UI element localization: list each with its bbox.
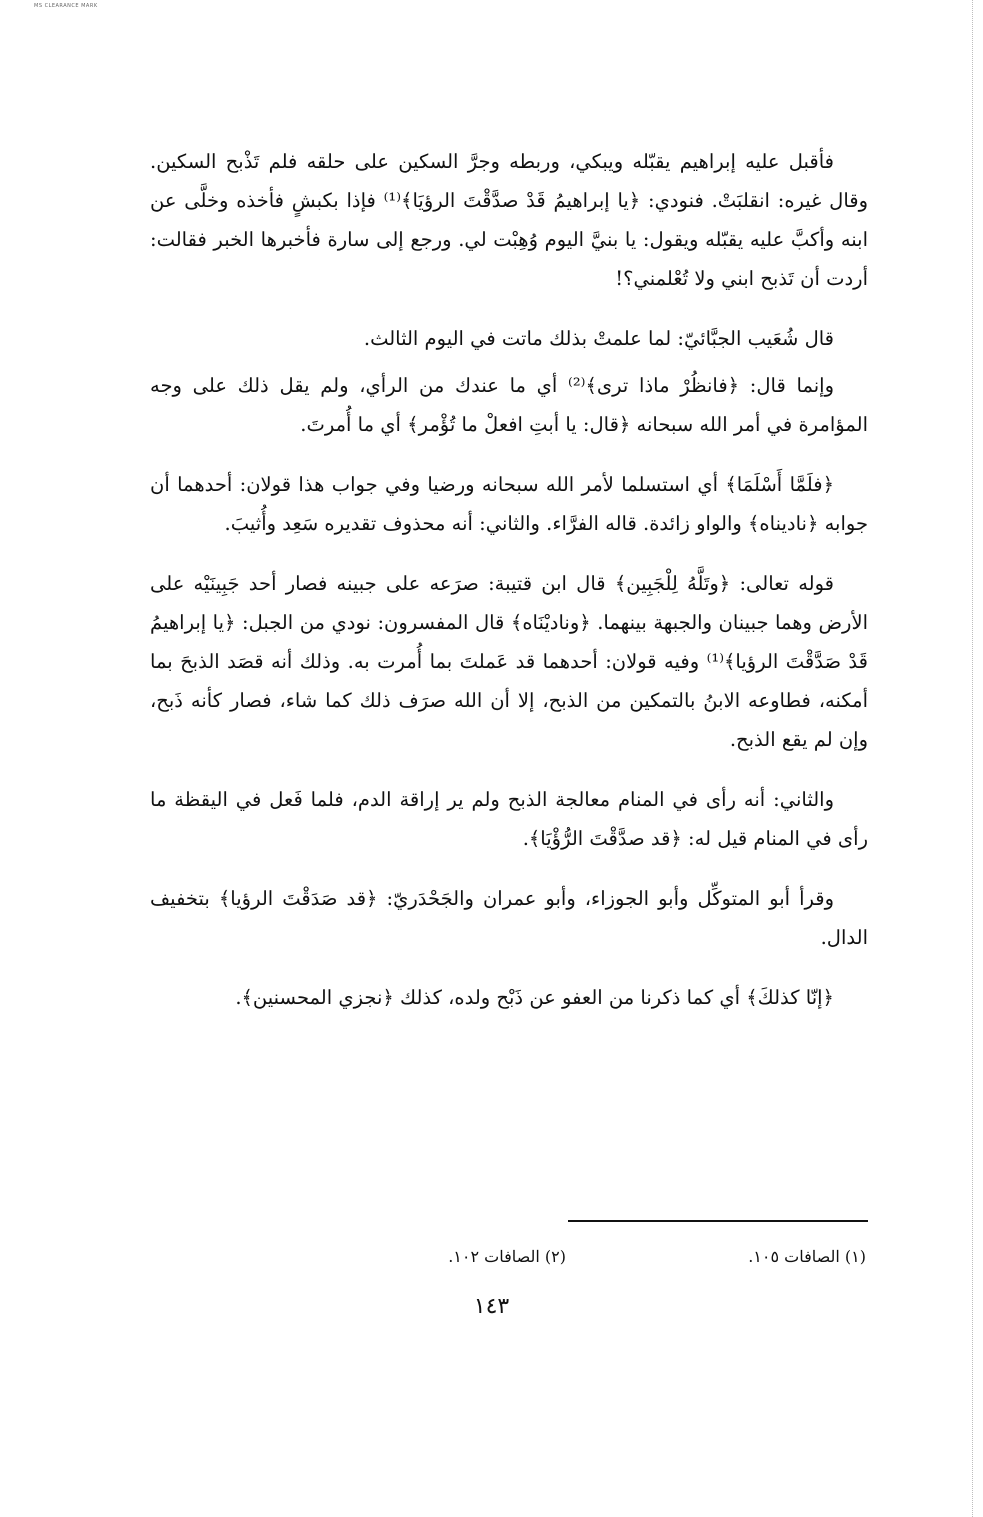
paragraph-6: والثاني: أنه رأى في المنام معالجة الذبح ولم ير إراقة الدم، فلما فَعل في اليقظة ما رأى في المنام قيل له: ﴿قد صدَّقْتَ الرُّؤْيَا﴾. <box>150 788 868 850</box>
paragraph-3: وإنما قال: ﴿فانظُرْ ماذا ترى﴾⁽²⁾ أي ما عندك من الرأي، ولم يقل ذلك على وجه المؤامرة في أمر الله سبحانه ﴿قال: يا أبتِ افعلْ ما تُؤْمر﴾ أي ما أُمرتَ. <box>150 374 868 436</box>
paragraph-1: فأقبل عليه إبراهيم يقبّله ويبكي، وربطه وجرَّ السكين على حلقه فلم تَذْبح السكين. وقال غيره: انقلبَتْ. فنودي: ﴿يا إبراهيمُ قَدْ صدَّقْتَ الرؤيَا﴾⁽¹⁾ فإذا بكبشٍ فأخذه وخلَّى عن ابنه وأكبَّ عليه يقبّله ويقول: يا بنيَّ اليوم وُهِبْت لي. ورجع إلى سارة فأخبرها الخبر فقالت: أردت أن تَذبح ابني ولا تُعْلمني؟! <box>150 150 869 290</box>
paragraph-4: ﴿فلَمَّا أَسْلَمَا﴾ أي استسلما لأمر الله سبحانه ورضيا وفي جواب هذا قولان: أحدهما أن جوابه ﴿ناديناه﴾ والواو زائدة. قاله الفرَّاء. والثاني: أنه محذوف تقديره سَعِد وأُثيبَ. <box>150 473 868 535</box>
footnote-2: (٢) الصافات ١٠٢. <box>448 1247 566 1266</box>
paragraph-7: وقرأ أبو المتوكِّل وأبو الجوزاء، وأبو عمران والجَحْدَريّ: ﴿قد صَدَقْتَ الرؤيا﴾ بتخفيف الدال. <box>150 887 868 949</box>
scan-edge-line <box>972 0 973 1517</box>
footnote-divider <box>568 1220 868 1222</box>
footnotes <box>150 1240 866 1274</box>
paragraph-2: قال شُعَيب الجبَّائيّ: لما علمتْ بذلك ماتت في اليوم الثالث. <box>363 327 834 350</box>
paragraph-5: قوله تعالى: ﴿وتَلَّهُ لِلْجَبِين﴾ قال ابن قتيبة: صرَعه على جبينه فصار أحد جَبِينَيْه على الأرض وهما جبينان والجبهة بينهما. ﴿وناديْنَاه﴾ قال المفسرون: نودي من الجبل: ﴿يا إبراهيمُ قَدْ صَدَّقْتَ الرؤيا﴾⁽¹⁾ وفيه قولان: أحدهما قد عَملتَ بما أُمرت به. وذلك أنه قصَد الذبحَ بما أمكنه، فطاوعه الابنُ بالتمكين من الذبح، إلا أن الله صرَف ذلك كما شاء، فصار كأنه ذَبح، وإن لم يقع الذبح. <box>150 572 868 751</box>
footnote-1: (١) الصافات ١٠٥. <box>748 1247 866 1266</box>
scan-mark: MS CLEARANCE MARK <box>34 3 98 9</box>
paragraph-8: ﴿إنّا كذلكَ﴾ أي كما ذكرنا من العفو عن ذَبْح ولده، كذلك ﴿نجزي المحسنين﴾. <box>235 986 834 1009</box>
page-number: ١٤٣ <box>473 1294 510 1319</box>
page-body <box>150 142 868 1038</box>
